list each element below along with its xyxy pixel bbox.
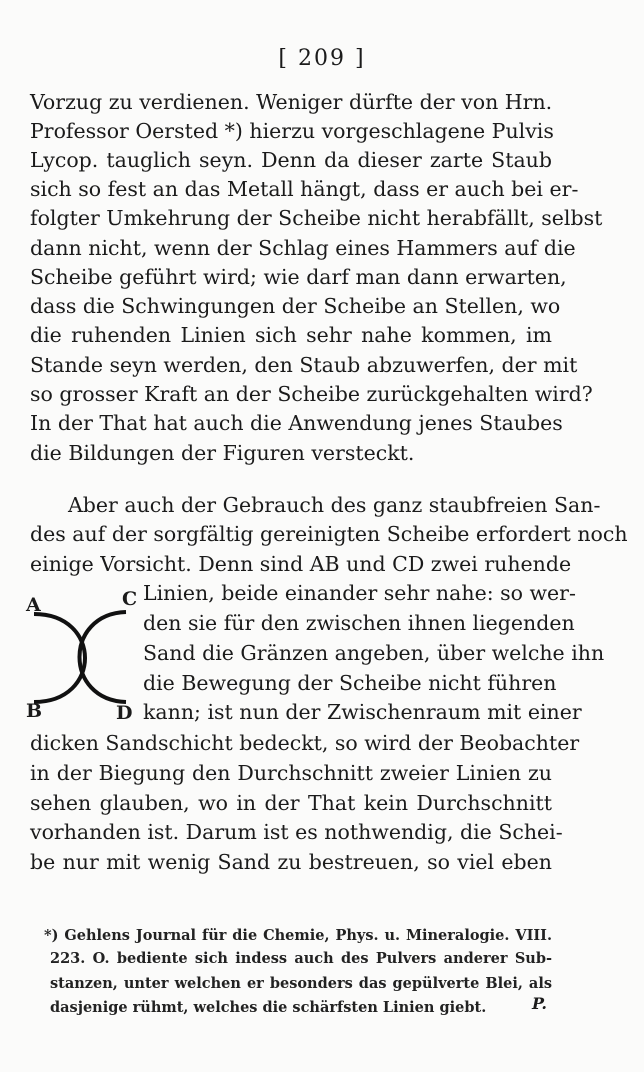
label-b: B <box>26 700 43 722</box>
text-line: die ruhenden Linien sich sehr nahe kommen, im <box>30 323 552 347</box>
text-line: In der That hat auch die Anwendung jenes Staubes <box>30 411 563 435</box>
text-line: Professor Oersted *) hierzu vorgeschlagene Pulvis <box>30 119 554 143</box>
footnote-line: *) Gehlens Journal für die Chemie, Phys. u. Mineralogie. VIII. <box>44 927 552 944</box>
footnote-line: stanzen, unter welchen er besonders das gepülverte Blei, als <box>50 975 552 992</box>
arc-ab <box>34 614 85 702</box>
text-line: sehen glauben, wo in der That kein Durchschnitt <box>30 791 552 815</box>
text-line: die Bildungen der Figuren versteckt. <box>30 441 415 465</box>
text-line: Scheibe geführt wird; wie darf man dann erwarten, <box>30 265 567 289</box>
text-line: dann nicht, wenn der Schlag eines Hammers auf die <box>30 236 576 260</box>
text-line: des auf der sorgfältig gereinigten Scheibe erfordert noch <box>30 522 628 546</box>
footnote-line: dasjenige rühmt, welches die schärfsten Linien giebt. <box>50 999 487 1016</box>
footnote-line: 223. O. bediente sich indess auch des Pulvers anderer Sub- <box>50 950 552 967</box>
text-line: dass die Schwingungen der Scheibe an Stellen, wo <box>30 294 561 318</box>
label-d: D <box>116 702 133 724</box>
text-line: Aber auch der Gebrauch des ganz staubfreien San- <box>68 493 601 517</box>
label-a: A <box>26 594 41 616</box>
text-line: Linien, beide einander sehr nahe: so wer- <box>143 581 576 605</box>
text-line: so grosser Kraft an der Scheibe zurückgehalten wird? <box>30 382 593 406</box>
text-line: vorhanden ist. Darum ist es nothwendig, die Schei- <box>30 820 563 844</box>
text-line: kann; ist nun der Zwischenraum mit einer <box>143 700 582 724</box>
text-line: in der Biegung den Durchschnitt zweier Linien zu <box>30 761 552 785</box>
text-line: Vorzug zu verdienen. Weniger dürfte der von Hrn. <box>30 90 553 114</box>
text-line: den sie für den zwischen ihnen liegenden <box>143 611 575 635</box>
text-line: be nur mit wenig Sand zu bestreuen, so viel eben <box>30 850 552 874</box>
text-line: Stande seyn werden, den Staub abzuwerfen, der mit <box>30 353 578 377</box>
text-line: sich so fest an das Metall hängt, dass er auch bei er- <box>30 177 579 201</box>
page-number: [ 209 ] <box>278 46 366 71</box>
footnote-signature: P. <box>532 994 547 1013</box>
text-line: Lycop. tauglich seyn. Denn da dieser zarte Staub <box>30 148 552 172</box>
text-line: die Bewegung der Scheibe nicht führen <box>143 671 557 695</box>
text-line: folgter Umkehrung der Scheibe nicht herabfällt, selbst <box>30 206 603 230</box>
text-line: dicken Sandschicht bedeckt, so wird der Beobachter <box>30 731 580 755</box>
label-c: C <box>122 588 138 610</box>
text-line: Sand die Gränzen angeben, über welche ihn <box>143 641 605 665</box>
nodal-lines-figure <box>24 588 144 726</box>
text-line: einige Vorsicht. Denn sind AB und CD zwei ruhende <box>30 552 572 576</box>
